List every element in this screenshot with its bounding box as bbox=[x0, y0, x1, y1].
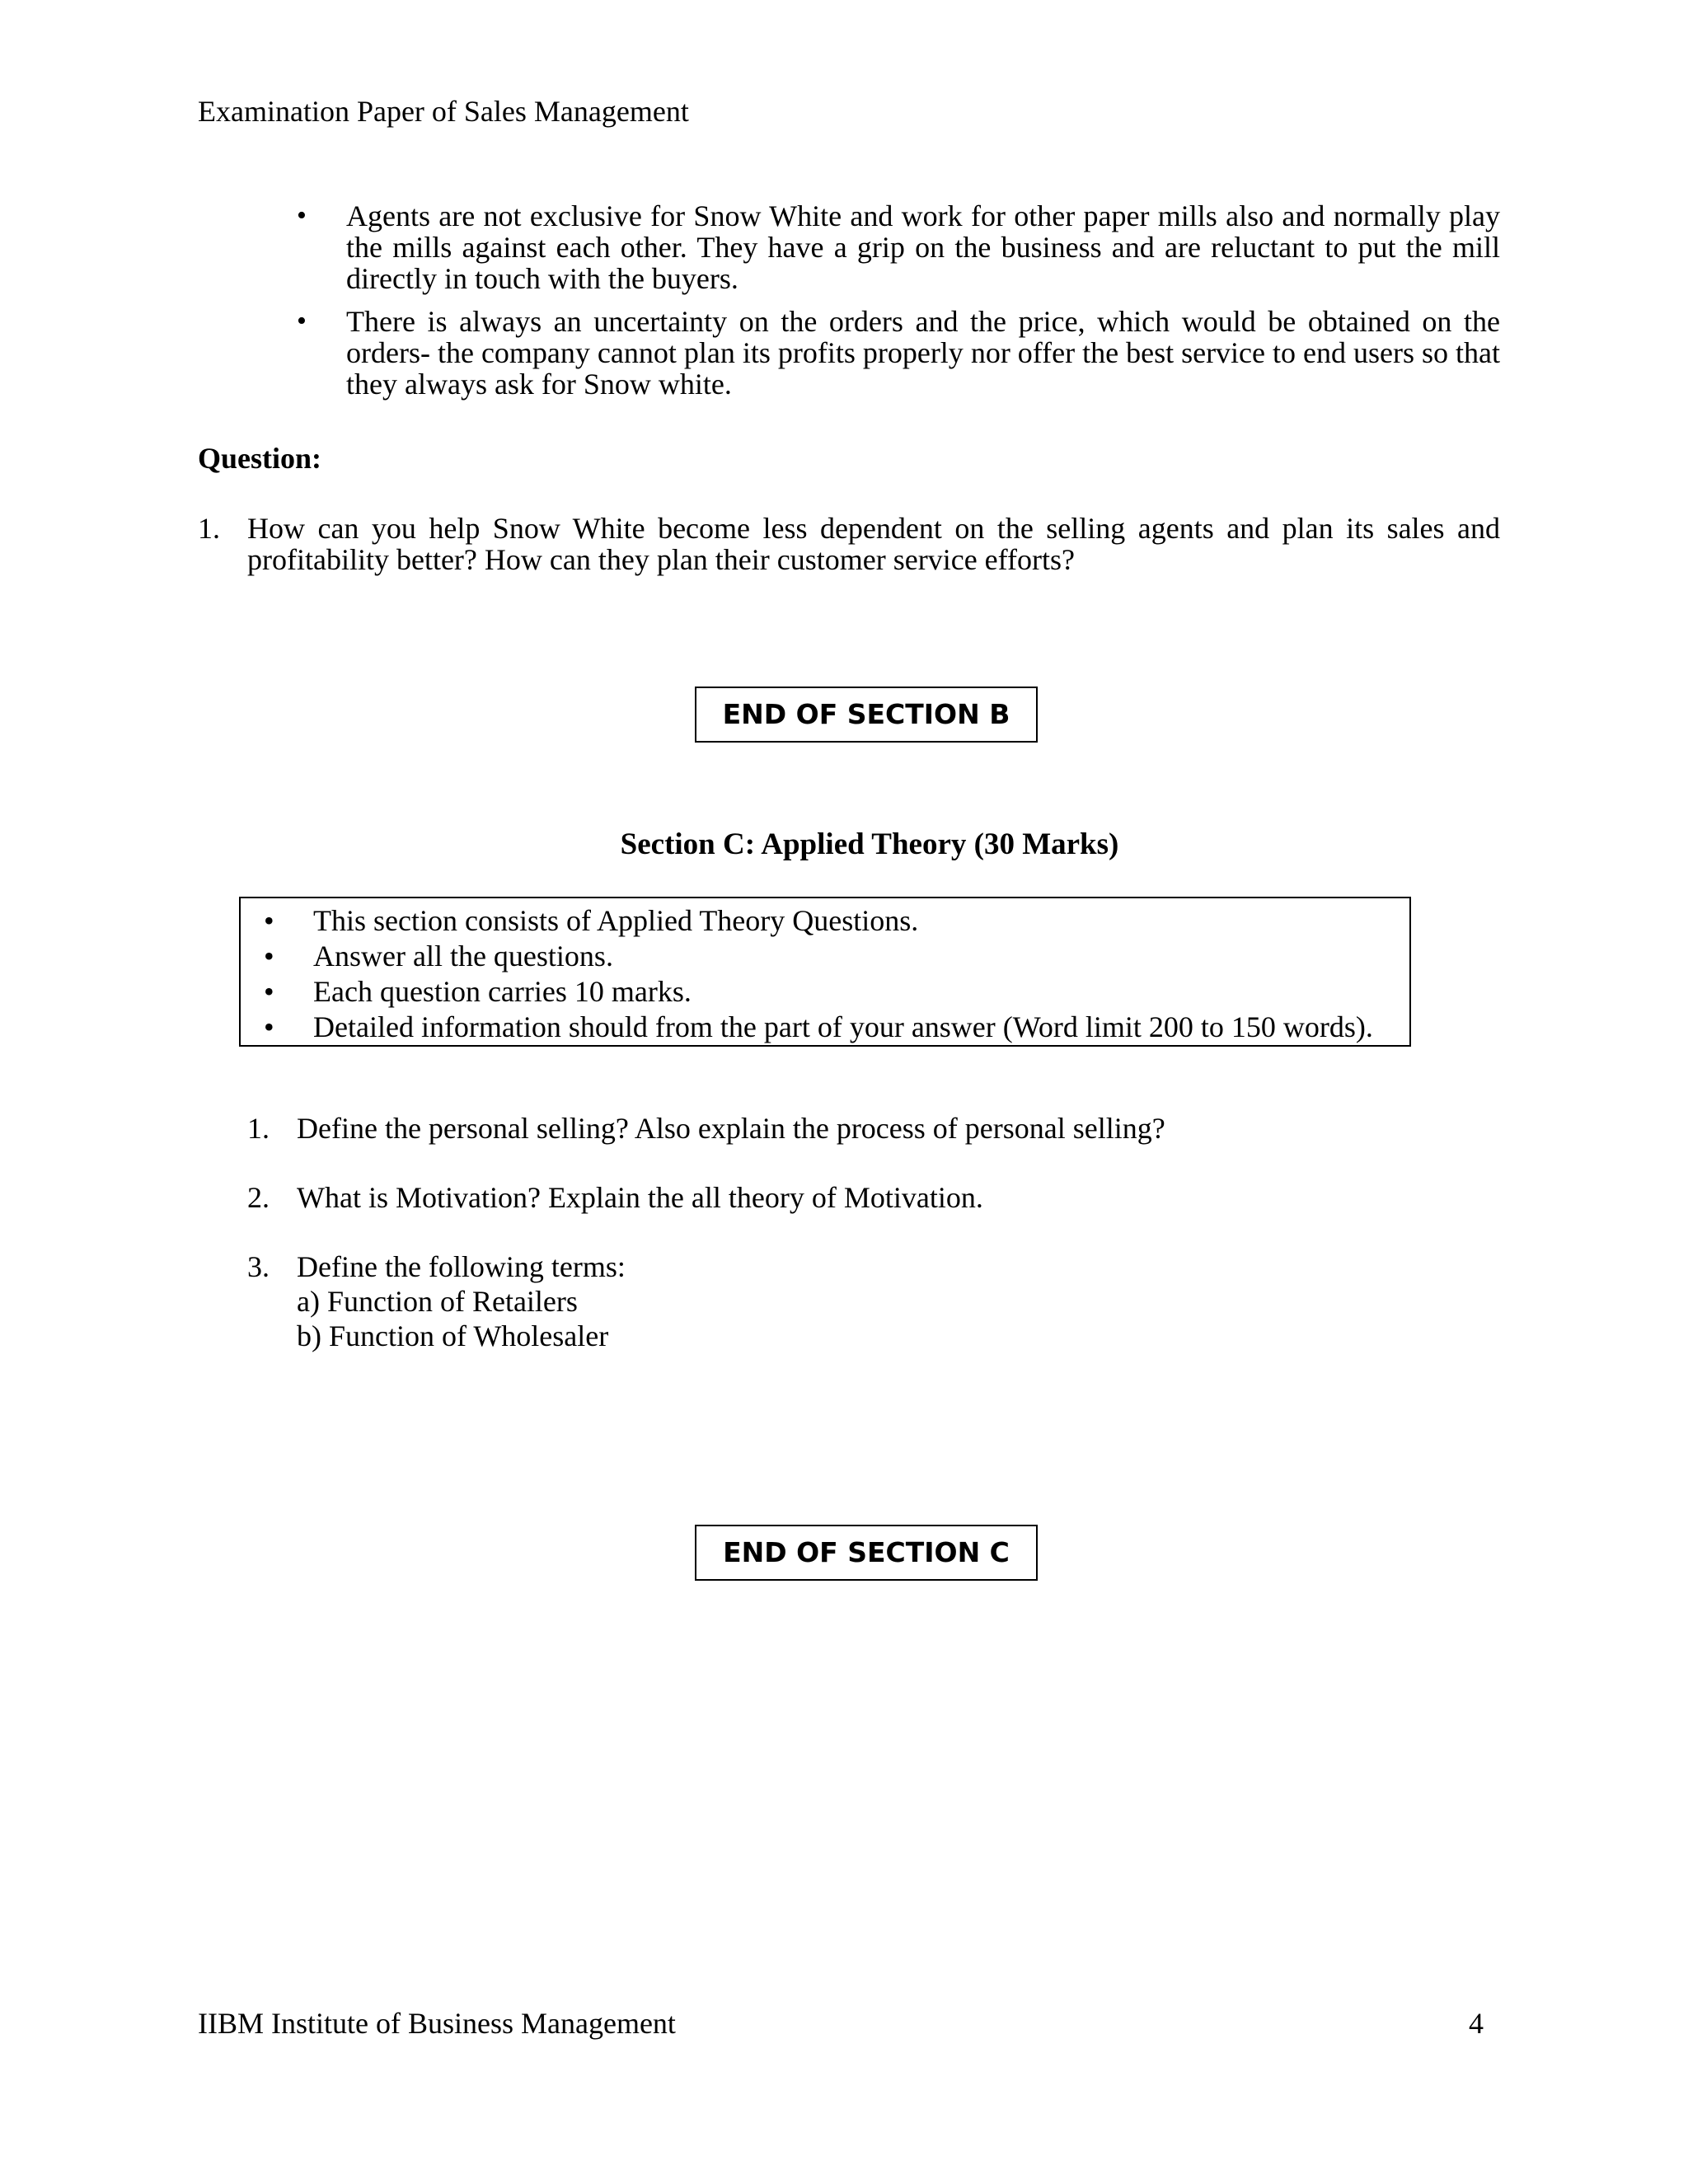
question-sub-item: a) Function of Retailers bbox=[297, 1285, 578, 1318]
bullet-icon: • bbox=[297, 200, 307, 231]
instructions-box bbox=[239, 897, 1411, 1047]
question-number: 1. bbox=[198, 512, 220, 545]
case-points-list bbox=[297, 200, 1500, 411]
bullet-icon: • bbox=[264, 975, 274, 1008]
question-item bbox=[247, 1249, 1165, 1353]
case-point-text: There is always an uncertainty on the orders and the price, which would be obtained on the orders- the company cannot plan its profits properly nor offer the best service to end users so that they always ask for Snow white. bbox=[346, 305, 1500, 401]
question-text: Define the following terms: bbox=[297, 1250, 626, 1283]
question-item bbox=[247, 1111, 1165, 1146]
page-number: 4 bbox=[1469, 2007, 1484, 2040]
instruction-text: Detailed information should from the part of your answer (Word limit 200 to 150 words). bbox=[313, 1010, 1373, 1043]
section-c-questions bbox=[247, 1111, 1165, 1388]
end-of-section-c: END OF SECTION C bbox=[695, 1525, 1038, 1581]
end-of-section-b: END OF SECTION B bbox=[695, 687, 1038, 743]
instruction-item bbox=[241, 903, 1409, 939]
question-number: 2. bbox=[247, 1181, 270, 1214]
question-text: What is Motivation? Explain the all theory of Motivation. bbox=[297, 1181, 983, 1214]
question-item bbox=[247, 1180, 1165, 1215]
question-text: Define the personal selling? Also explain the process of personal selling? bbox=[297, 1112, 1165, 1145]
case-point-text: Agents are not exclusive for Snow White and work for other paper mills also and normally play the mills against each other. They have a grip on the business and are reluctant to put the mill directly in touch with the buyers. bbox=[346, 199, 1500, 295]
page-header: Examination Paper of Sales Management bbox=[198, 95, 689, 128]
bullet-icon: • bbox=[264, 1010, 274, 1043]
instruction-item bbox=[241, 974, 1409, 1010]
case-point bbox=[297, 200, 1500, 294]
instruction-text: Answer all the questions. bbox=[313, 940, 613, 972]
instruction-text: Each question carries 10 marks. bbox=[313, 975, 692, 1008]
question-text: How can you help Snow White become less dependent on the selling agents and plan its sales and profitability better? How can they plan their customer service efforts? bbox=[247, 512, 1500, 576]
instruction-text: This section consists of Applied Theory Questions. bbox=[313, 904, 919, 937]
bullet-icon: • bbox=[264, 940, 274, 972]
instruction-item bbox=[241, 939, 1409, 974]
question-number: 3. bbox=[247, 1250, 270, 1283]
case-question bbox=[198, 513, 1500, 575]
bullet-icon: • bbox=[297, 306, 307, 336]
bullet-icon: • bbox=[264, 904, 274, 937]
instruction-item bbox=[241, 1010, 1409, 1045]
question-sub-item: b) Function of Wholesaler bbox=[297, 1319, 609, 1352]
question-number: 1. bbox=[247, 1112, 270, 1145]
section-c-title: Section C: Applied Theory (30 Marks) bbox=[620, 827, 1119, 861]
case-point bbox=[297, 306, 1500, 400]
footer-institute: IIBM Institute of Business Management bbox=[198, 2007, 676, 2040]
question-heading: Question: bbox=[198, 442, 322, 475]
